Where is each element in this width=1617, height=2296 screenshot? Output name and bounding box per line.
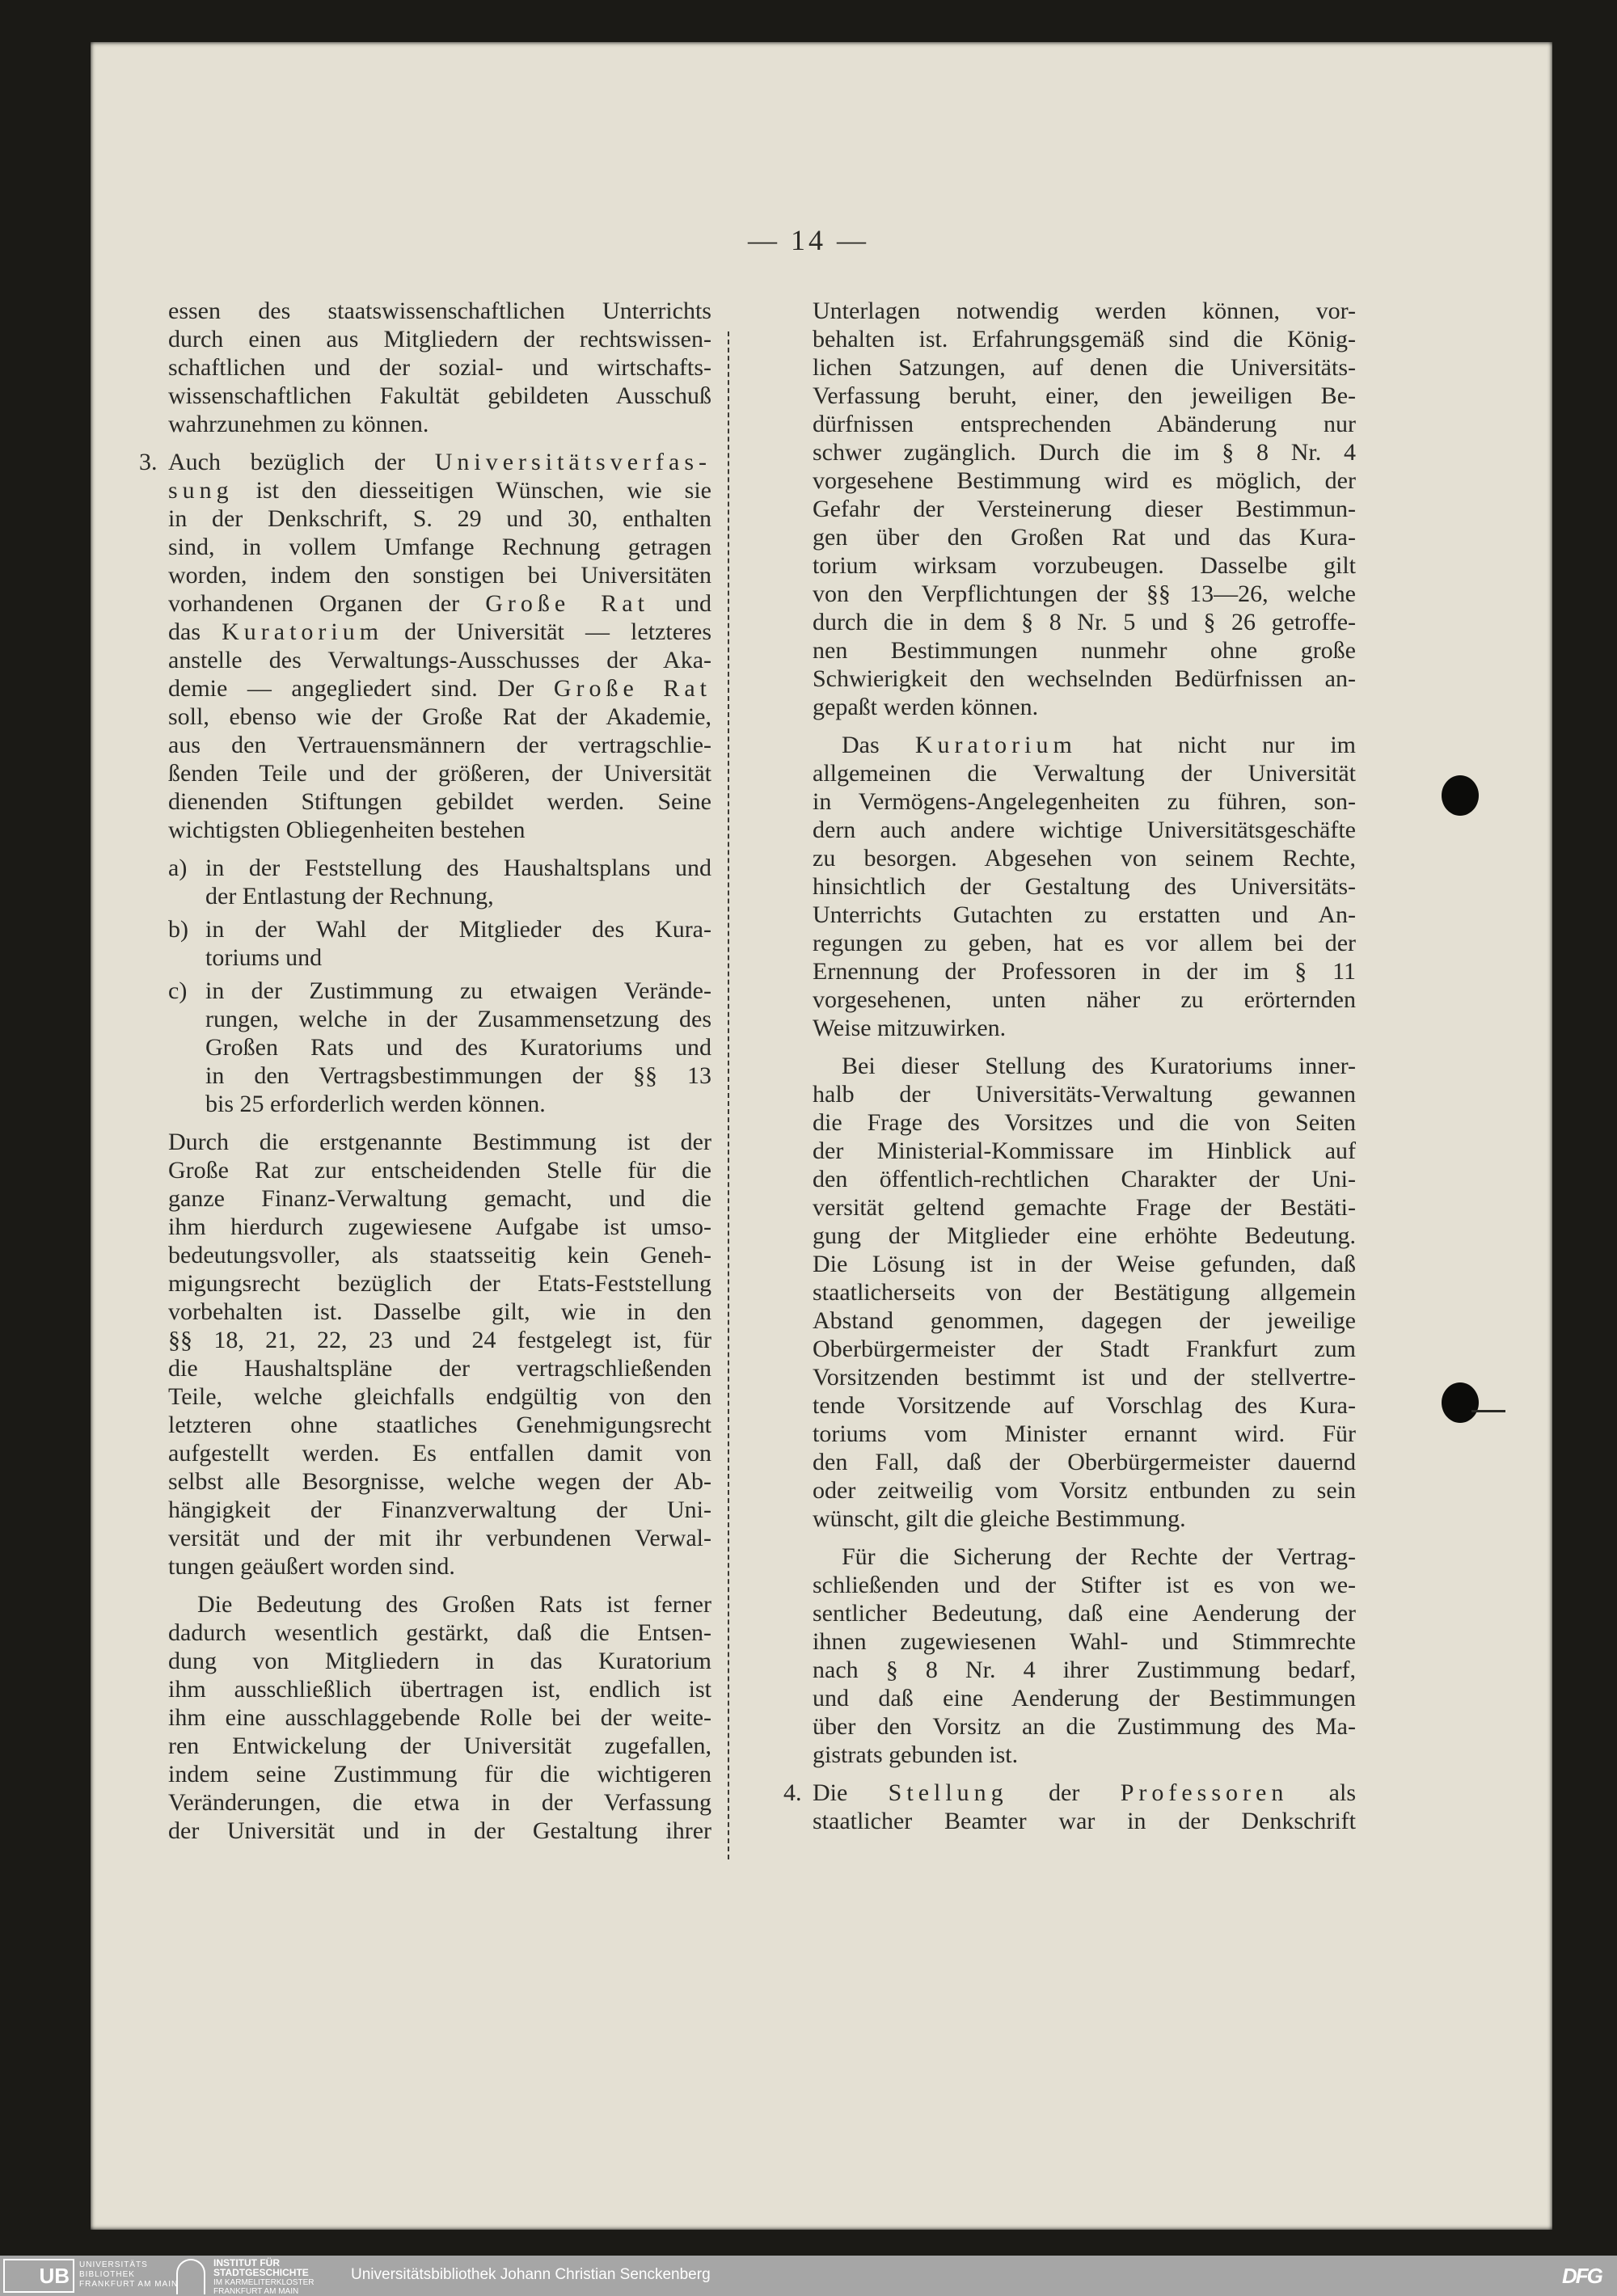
institute-text-line: FRANKFURT AM MAIN (213, 2287, 299, 2296)
spaced-emphasis: Stellung (888, 1779, 1008, 1806)
ub-text (79, 2260, 178, 2290)
list-item (168, 854, 711, 910)
text-line: Die Lösung ist in der Weise gefunden, daß (813, 1251, 1356, 1277)
paragraph (813, 1052, 1356, 1533)
institute-text (213, 2259, 314, 2296)
text-segment: Auch bezüglich der (168, 449, 435, 475)
text-line: dürfnissen entsprechenden Abänderung nur (813, 411, 1356, 437)
text-line (813, 731, 1356, 759)
text-line: von den Verpflichtungen der §§ 13—26, welche (813, 580, 1356, 607)
text-line: den öffentlich-rechtlichen Charakter der Uni- (813, 1166, 1356, 1192)
text-line: wichtigsten Obliegenheiten bestehen (168, 817, 526, 843)
text-line: ihm eine ausschlaggebende Rolle bei der weite- (168, 1704, 711, 1731)
text-line: oder zeitweilig vom Vorsitz entbunden zu sein (813, 1477, 1356, 1504)
text-line: Veränderungen, die etwa in der Verfassung (168, 1789, 711, 1816)
paragraph (168, 1590, 711, 1845)
text-segment: der Universität — letzteres (383, 618, 711, 645)
text-line: gistrats gebunden ist. (813, 1741, 1019, 1768)
text-line: toriums und (205, 944, 323, 971)
institute-text-line: INSTITUT FÜR (213, 2257, 280, 2269)
text-segment: der (1007, 1779, 1121, 1806)
ub-logo-text: UB (39, 2264, 70, 2288)
text-segment: Das (842, 732, 915, 758)
text-line: Durch die erstgenannte Bestimmung ist der (168, 1129, 711, 1155)
text-line: sind, in vollem Umfange Rechnung getragen (168, 534, 711, 560)
ub-logo (3, 2259, 74, 2293)
text-line: in der Denkschrift, S. 29 und 30, enthalten (168, 505, 711, 532)
text-line: Verfassung beruht, einer, den jeweiligen Be- (813, 382, 1356, 409)
text-line: Gefahr der Versteinerung dieser Bestimmun- (813, 496, 1356, 522)
text-line: versität und der mit ihr verbundenen Verwal- (168, 1525, 711, 1551)
text-line: tende Vorsitzende auf Vorschlag des Kura- (813, 1392, 1356, 1419)
paragraph (813, 731, 1356, 1042)
text-line: letzteren ohne staatliches Genehmigungsrecht (168, 1412, 711, 1438)
text-line: aufgestellt werden. Es entfallen damit von (168, 1440, 711, 1467)
text-line: hängigkeit der Finanzverwaltung der Uni- (168, 1496, 711, 1523)
left-column (139, 297, 711, 1845)
paragraph (168, 1128, 711, 1581)
spaced-emphasis: sung (168, 477, 234, 504)
text-line: migungsrecht bezüglich der Etats-Feststellung (168, 1270, 711, 1297)
text-line: sentlicher Bedeutung, daß eine Aenderung der (813, 1600, 1356, 1627)
text-line: Große Rat zur entscheidenden Stelle für die (168, 1157, 711, 1184)
text-line: wahrzunehmen zu können. (168, 411, 429, 437)
text-line: allgemeinen die Verwaltung der Universität (813, 760, 1356, 787)
text-line: ganze Finanz-Verwaltung gemacht, und die (168, 1185, 711, 1212)
text-segment: und (648, 590, 711, 617)
text-line: der Entlastung der Rechnung, (205, 883, 494, 910)
text-line: soll, ebenso wie der Große Rat der Akademie, (168, 703, 711, 730)
text-line: nach § 8 Nr. 4 ihrer Zustimmung bedarf, (813, 1657, 1356, 1683)
punch-hole (1442, 775, 1479, 816)
text-line: ßenden Teile und der größeren, der Universität (168, 760, 711, 787)
text-line: Weise mitzuwirken. (813, 1015, 1007, 1041)
text-segment: hat nicht nur im (1076, 732, 1357, 758)
text-line: bis 25 erforderlich werden können. (205, 1091, 546, 1117)
text-line: schaftlichen und der sozial- und wirtschafts- (168, 354, 711, 381)
text-line: Schwierigkeit den wechselnden Bedürfnissen an- (813, 665, 1356, 692)
text-line: Unterlagen notwendig werden können, vor- (813, 298, 1356, 324)
text-line: regungen zu geben, hat es vor allem bei der (813, 930, 1356, 956)
text-segment: ist den diesseitigen Wünschen, wie sie (233, 477, 711, 504)
text-line: dern auch andere wichtige Universitätsgeschäfte (813, 817, 1356, 843)
text-line: selbst alle Besorgnisse, welche wegen der Ab- (168, 1468, 711, 1495)
text-line: lichen Satzungen, auf denen die Universitäts- (813, 354, 1356, 381)
library-name: Universitätsbibliothek Johann Christian Senckenberg (351, 2266, 711, 2283)
text-line: schwer zugänglich. Durch die im § 8 Nr. 4 (813, 439, 1356, 466)
text-line: tungen geäußert worden sind. (168, 1553, 455, 1580)
text-line: dienenden Stiftungen gebildet werden. Seine (168, 788, 711, 815)
ub-text-line: FRANKFURT AM MAIN (79, 2280, 179, 2289)
ub-text-line: BIBLIOTHEK (79, 2270, 135, 2279)
text-line: Großen Rats und des Kuratoriums und (205, 1034, 711, 1061)
text-line: behalten ist. Erfahrungsgemäß sind die König- (813, 326, 1356, 352)
paragraph (168, 297, 711, 438)
spaced-emphasis: Universitätsverfas- (434, 449, 711, 475)
text-line: in den Vertragsbestimmungen der §§ 13 (205, 1062, 711, 1089)
text-line: ihm hierdurch zugewiesene Aufgabe ist umso- (168, 1213, 711, 1240)
text-line: in der Feststellung des Haushaltsplans und (205, 855, 711, 881)
dfg-logo: DFG (1562, 2264, 1602, 2288)
text-segment: vorhandenen Organen der (168, 590, 486, 617)
text-line (168, 618, 711, 646)
text-line: die Frage des Vorsitzes und die von Seiten (813, 1109, 1356, 1136)
institute-text-line: STADTGESCHICHTE (213, 2267, 309, 2278)
text-segment: demie — angegliedert sind. Der (168, 675, 554, 702)
punch-hole (1442, 1382, 1479, 1423)
text-line (813, 1779, 1356, 1807)
text-line: toriums vom Minister ernannt wird. Für (813, 1420, 1356, 1447)
paragraph (783, 1779, 1356, 1835)
text-line: und daß eine Aenderung der Bestimmungen (813, 1685, 1356, 1711)
text-line: aus den Vertrauensmännern der vertragschlie- (168, 732, 711, 758)
text-line: rungen, welche in der Zusammensetzung des (205, 1006, 711, 1032)
text-line (168, 448, 711, 476)
text-line: dadurch wesentlich gestärkt, daß die Entsen- (168, 1619, 711, 1646)
text-line: staatlicher Beamter war in der Denkschrift (813, 1808, 1356, 1834)
text-line: vorbehalten ist. Dasselbe gilt, wie in den (168, 1298, 711, 1325)
text-line: Unterrichts Gutachten zu erstatten und An- (813, 901, 1356, 928)
text-line: wünscht, gilt die gleiche Bestimmung. (813, 1505, 1186, 1532)
text-line: Die Bedeutung des Großen Rats ist ferner (197, 1591, 711, 1618)
text-line: ren Entwickelung der Universität zugefallen, (168, 1733, 711, 1759)
text-line: essen des staatswissenschaftlichen Unterrichts (168, 298, 711, 324)
text-line: der Universität und in der Gestaltung ihrer (168, 1817, 711, 1844)
spaced-emphasis: Professoren (1120, 1779, 1289, 1806)
text-line: ihnen zugewiesenen Wahl- und Stimmrechte (813, 1628, 1356, 1655)
text-line: wissenschaftlichen Fakultät gebildeten Ausschuß (168, 382, 711, 409)
paragraph (813, 1543, 1356, 1769)
text-line: indem seine Zustimmung für die wichtigeren (168, 1761, 711, 1787)
text-line (168, 476, 711, 504)
spaced-emphasis: Kuratorium (222, 618, 384, 645)
text-line: gung der Mitglieder eine erhöhte Bedeutung. (813, 1222, 1356, 1249)
text-line: gepaßt werden können. (813, 694, 1039, 720)
spaced-emphasis: Große Rat (485, 590, 649, 617)
paragraph-label: a) (168, 855, 188, 881)
ub-text-line: UNIVERSITÄTS (79, 2260, 148, 2269)
paper-mark (1471, 1410, 1505, 1412)
text-line: ihm ausschließlich übertragen ist, endlich ist (168, 1676, 711, 1703)
text-line (168, 589, 711, 618)
text-line: worden, indem den sonstigen bei Universitäten (168, 562, 711, 589)
text-line: Oberbürgermeister der Stadt Frankfurt zum (813, 1336, 1356, 1362)
list-item (168, 977, 711, 1118)
text-line: zu besorgen. Abgesehen von seinem Rechte, (813, 845, 1356, 872)
text-line: Ernennung der Professoren in der im § 11 (813, 958, 1356, 985)
text-line: nen Bestimmungen nunmehr ohne große (813, 637, 1356, 664)
text-line: bedeutungsvoller, als staatsseitig kein Geneh- (168, 1242, 711, 1268)
text-line: staatlicherseits von der Bestätigung allgemein (813, 1279, 1356, 1306)
paragraph-label: 4. (783, 1779, 802, 1806)
text-line: Abstand genommen, dagegen der jeweilige (813, 1307, 1356, 1334)
text-segment: als (1288, 1779, 1356, 1806)
paragraph-label: 3. (139, 449, 158, 475)
paragraph (139, 448, 711, 844)
text-line: gen über den Großen Rat und das Kura- (813, 524, 1356, 551)
text-line: schließenden und der Stifter ist es von we- (813, 1572, 1356, 1598)
text-line: die Haushaltspläne der vertragschließenden (168, 1355, 711, 1382)
text-line: dung von Mitgliedern in das Kuratorium (168, 1648, 711, 1674)
text-line: Bei dieser Stellung des Kuratoriums inner- (842, 1053, 1356, 1079)
text-line: in der Wahl der Mitglieder des Kura- (205, 916, 711, 943)
text-line: vorgesehenen, unten näher zu erörternden (813, 986, 1356, 1013)
text-line (168, 674, 711, 703)
right-column (783, 297, 1357, 1835)
text-line: der Ministerial-Kommissare im Hinblick auf (813, 1137, 1356, 1164)
text-line: torium wirksam vorzubeugen. Dasselbe gilt (813, 552, 1356, 579)
text-line: anstelle des Verwaltungs-Ausschusses der Aka- (168, 647, 711, 673)
text-line: versität geltend gemachte Frage der Bestäti- (813, 1194, 1356, 1221)
paragraph-label: c) (168, 977, 188, 1004)
text-line: durch einen aus Mitgliedern der rechtswissen- (168, 326, 711, 352)
text-line: §§ 18, 21, 22, 23 und 24 festgelegt ist, für (168, 1327, 711, 1353)
spaced-emphasis: Große Rat (553, 675, 711, 702)
institute-text-line: IM KARMELITERKLOSTER (213, 2278, 315, 2287)
paragraph-label: b) (168, 916, 188, 943)
text-line: über den Vorsitz an die Zustimmung des Ma- (813, 1713, 1356, 1740)
text-line: durch die in dem § 8 Nr. 5 und § 26 getroffe- (813, 609, 1356, 635)
text-segment: Die (813, 1779, 889, 1806)
column-divider (728, 331, 729, 1859)
text-line: Für die Sicherung der Rechte der Vertrag- (842, 1543, 1356, 1570)
institute-logo-icon (176, 2259, 205, 2294)
list-item (168, 915, 711, 972)
text-line: Teile, welche gleichfalls endgültig von den (168, 1383, 711, 1410)
page-number: — 14 — (748, 224, 869, 256)
text-line: den Fall, daß der Oberbürgermeister dauernd (813, 1449, 1356, 1475)
text-line: hinsichtlich der Gestaltung des Universitäts- (813, 873, 1356, 900)
text-line: Vorsitzenden bestimmt ist und der stellvertre- (813, 1364, 1356, 1391)
text-line: vorgesehene Bestimmung wird es möglich, der (813, 467, 1356, 494)
text-line: in der Zustimmung zu etwaigen Verände- (205, 977, 711, 1004)
text-line: halb der Universitäts-Verwaltung gewannen (813, 1081, 1356, 1108)
paragraph (813, 297, 1356, 721)
spaced-emphasis: Kuratorium (914, 732, 1077, 758)
text-segment: das (168, 618, 222, 645)
footer-bar (0, 2256, 1617, 2296)
text-line: in Vermögens-Angelegenheiten zu führen, son- (813, 788, 1356, 815)
